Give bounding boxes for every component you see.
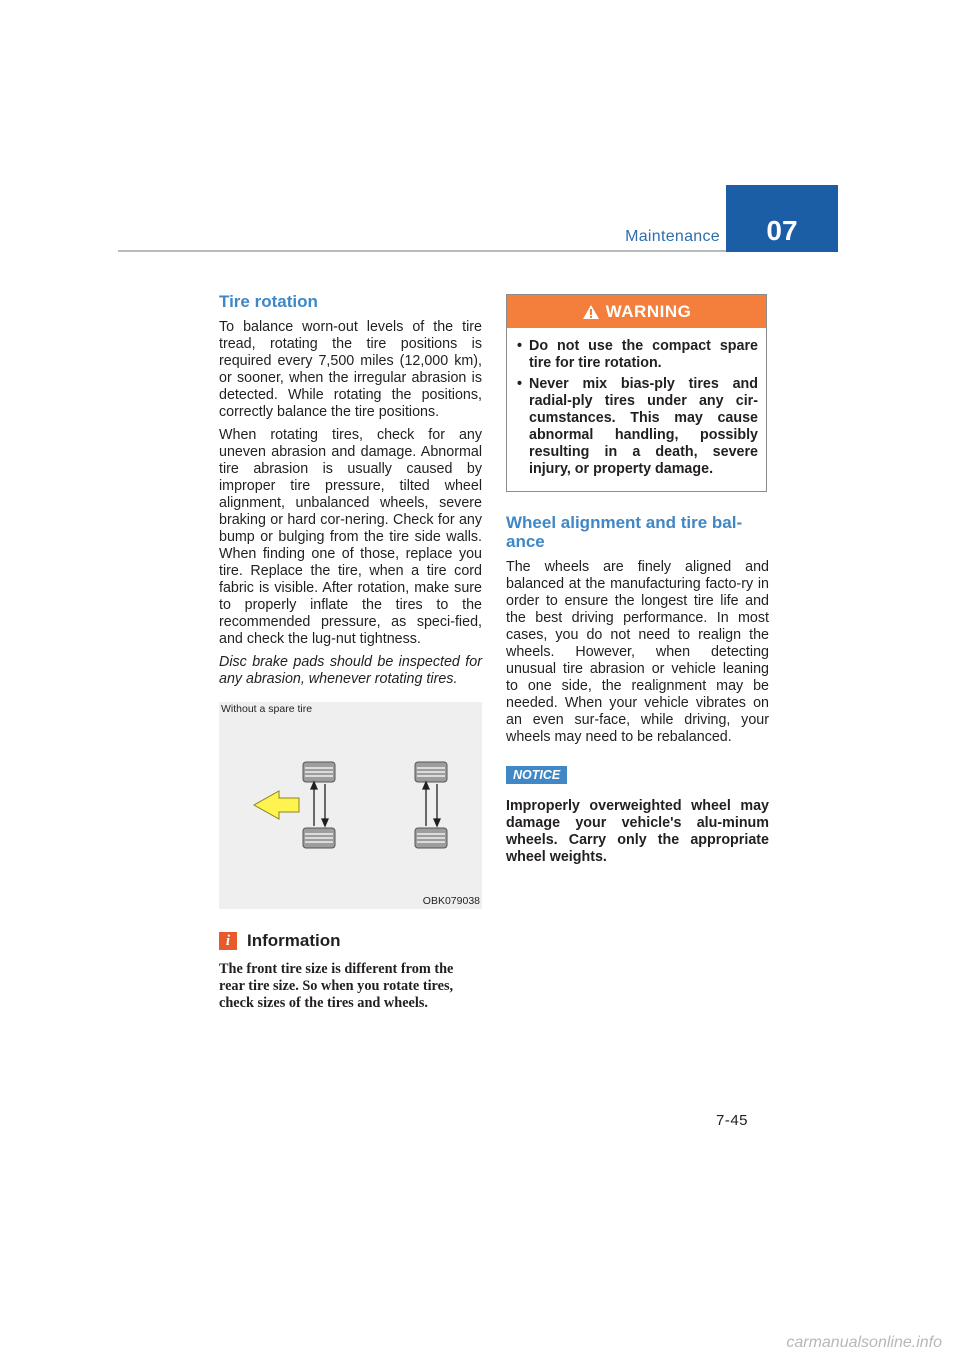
chapter-badge	[726, 185, 838, 252]
tire-rear-right-icon	[415, 828, 447, 848]
section-label: Maintenance	[625, 228, 720, 245]
notice-body: Improperly overweighted wheel may damage your vehicle's alu-minum wheels. Carry only the appropriate wheel weights.	[506, 798, 769, 865]
tire-front-right-icon	[415, 762, 447, 782]
paragraph: To balance worn-out levels of the tire tread, rotating the tire positions is required every 7,500 miles (12,000 km), or sooner, when the irregular abrasion is detected. While rotating the positions, correctly balance the tire positions.	[219, 319, 482, 420]
warning-title: WARNING	[605, 301, 692, 321]
direction-arrow-icon	[254, 791, 299, 819]
chapter-number: 07	[766, 215, 798, 246]
header-rule	[118, 250, 728, 252]
tire-rotation-figure	[219, 702, 482, 909]
warning-item: • Do not use the compact spare tire for tire rotation.	[517, 338, 758, 372]
notice-badge: NOTICE	[506, 766, 567, 784]
information-icon: i	[219, 932, 237, 950]
tire-front-left-icon	[303, 762, 335, 782]
warning-item: • Never mix bias-ply tires and radial-ply tires under any cir-cumstances. This may cause abnormal handling, possibly resulting in a death, severe injury, or property damage.	[517, 376, 758, 478]
figure-label: Without a spare tire	[221, 703, 313, 715]
page-number: 7-45	[716, 1112, 749, 1129]
left-column	[219, 292, 482, 1012]
information-title: Information	[247, 931, 341, 950]
paragraph: The wheels are finely aligned and balanced at the manufacturing facto-ry in order to ensure the longest tire life and the best driving performance. In most cases, you do not need to realign the wheels. However, when detecting unusual tire abrasion or vehicle leaning to one side, the realignment may be needed. When your vehicle vibrates on an even sur-face, while driving, your wheels may need to be rebalanced.	[506, 559, 769, 745]
tire-rear-left-icon	[303, 828, 335, 848]
paragraph: When rotating tires, check for any uneven abrasion and damage. Abnormal tire abrasion is usually caused by improper tire pressure, tilted wheel alignment, unbalanced wheels, severe braking or hard cor-nering. Check for any bump or bulging from the tire side walls. When finding one of those, replace you tire. Replace the tire, when a tire cord fabric is visible. After rotation, make sure to properly inflate the tires to the recommended pressure, as speci-fied, and check the lug-nut tightness.	[219, 427, 482, 647]
swap-arrow-right-icon	[423, 782, 440, 826]
tire-rotation-heading: Tire rotation	[219, 292, 318, 311]
swap-arrow-left-icon	[311, 782, 328, 826]
information-body: The front tire size is different from the rear tire size. So when you rotate tires, check sizes of the tires and wheels.	[219, 961, 454, 1011]
warning-triangle-icon	[582, 304, 600, 320]
warning-box	[506, 294, 767, 492]
warning-list	[507, 338, 766, 478]
warning-header	[507, 295, 766, 328]
italic-note: Disc brake pads should be inspected for any abrasion, whenever rotating tires.	[219, 654, 482, 687]
tire-rotation-diagram	[219, 702, 482, 909]
right-column	[506, 513, 769, 866]
information-header	[219, 931, 482, 951]
watermark: carmanualsonline.info	[786, 1334, 942, 1351]
wheel-alignment-heading: Wheel alignment and tire bal-ance	[506, 513, 743, 551]
figure-code: OBK079038	[422, 895, 480, 907]
